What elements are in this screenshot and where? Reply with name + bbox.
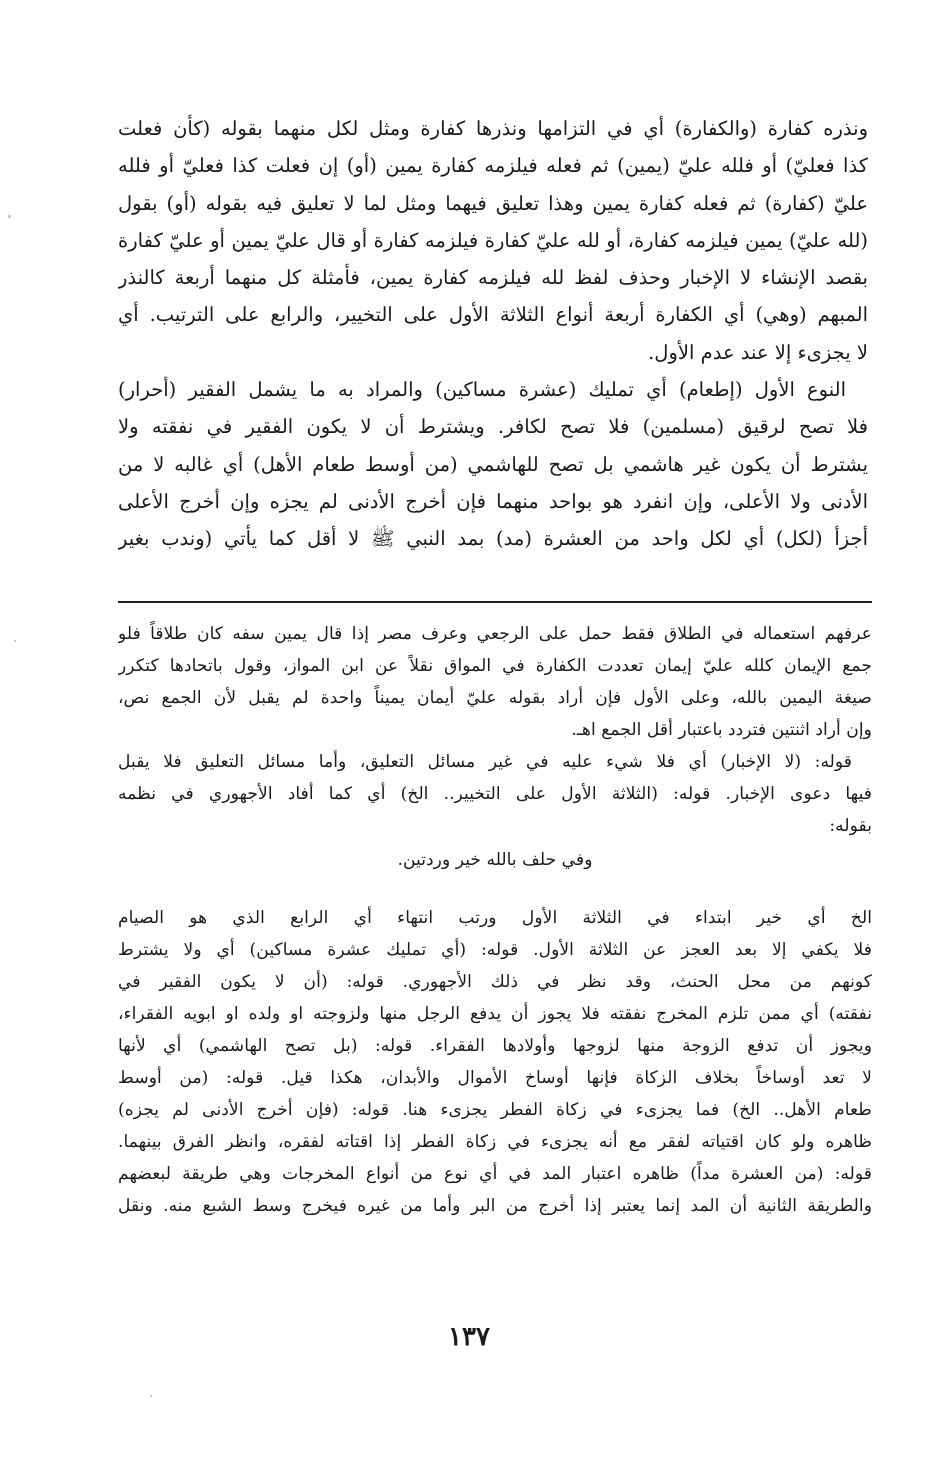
main-line: عليّ (كفارة) ثم فعله كفارة يمين وهذا تعليق فيهما ومثل لما لا تعليق فيه بقوله (أو) بقول: [118, 191, 868, 215]
main-line: المبهم (وهي) أي الكفارة أربعة أنواع الثلاثة الأول على التخيير، والرابع على الترتيب. أي: [118, 303, 868, 327]
footnote-line: والطريقة الثانية أن المد إنما يعتبر إذا أخرج من البر وأما من غيره فيخرج وسط الشبع منه. ونقل: [118, 1196, 872, 1216]
footnote-line: طعام الأهل.. الخ) فما يجزىء في زكاة الفطر يجزىء هنا. قوله: (فإن أخرج الأدنى لم يجزه): [118, 1100, 872, 1120]
main-line: يشترط أن يكون غير هاشمي بل تصح للهاشمي (من أوسط طعام الأهل) أي غالبه لا من: [118, 452, 868, 476]
footnote-line: جمع الإيمان كلله عليّ إيمان تعددت الكفارة في المواق نقلاً عن ابن المواز، وقول باتحادها كتكرر: [118, 656, 872, 676]
footnote-line: ظاهره ولو كان اقتياته لفقر مع أنه يجزىء في زكاة الفطر إذا اقتاته لفقره، وانظر الفرق بينهما.: [118, 1132, 872, 1152]
main-line: كذا فعليّ) أو فلله عليّ (يمين) ثم فعله فيلزمه كفارة يمين (أو) إن فعلت كذا فعليّ أو فلله: [118, 154, 868, 178]
main-text: [118, 110, 868, 558]
main-line: (لله عليّ) يمين فيلزمه كفارة، أو لله عليّ كفارة فيلزمه كفارة أو قال عليّ يمين أو عليّ كفارة: [118, 228, 868, 252]
footnote-line: قوله: (لا الإخبار) أي فلا شيء عليه في غير مسائل التعليق، وأما مسائل التعليق فلا يقبل: [118, 752, 852, 772]
footnote-line: بقوله:: [829, 816, 872, 836]
footnote-line: قوله: (من العشرة مداً) ظاهره اعتبار المد في أي نوع من أنواع المخرجات وهي طريقة لبعضهم: [118, 1164, 872, 1184]
footnote-line: لا تعد أوساخاً بخلاف الزكاة فإنها أوساخ الأموال والأبدان، هكذا قيل. قوله: (من أوسط: [118, 1068, 872, 1088]
main-line: أجزأ (لكل) أي لكل واحد من العشرة (مد) بمد النبي ﷺ لا أقل كما يأتي (وندب بغير: [118, 527, 868, 551]
main-line: الأدنى ولا الأعلى، وإن انفرد هو بواحد منهما فإن أخرج الأدنى لم يجزه وإن أخرج الأعلى: [118, 489, 868, 513]
scan-speck: [8, 215, 11, 218]
footnote-line: عرفهم استعماله في الطلاق فقط حمل على الرجعي وعرف مصر إذا قال يمين سفه كان طلاقاً فلو: [118, 624, 872, 644]
main-line: لا يجزىء إلا عند عدم الأول.: [648, 340, 868, 364]
scan-speck: [14, 640, 16, 642]
footnotes: [118, 618, 872, 1222]
main-line: فلا تصح لرقيق (مسلمين) فلا تصح لكافر. ويشترط أن لا يكون الفقير في نفقته ولا: [118, 415, 868, 439]
footnote-line: كونهم من محل الحنث، وقد نظر في ذلك الأجهوري. قوله: (أن لا يكون الفقير في: [118, 972, 872, 992]
footnote-line: الخ أي خير ابتداء في الثلاثة الأول ورتب انتهاء أي الرابع الذي هو الصيام: [118, 908, 872, 928]
page-number: ١٣٧: [448, 1322, 490, 1352]
main-line: بقصد الإنشاء لا الإخبار وحذف لفظ لله فيلزمه كفارة يمين، فأمثلة كل منهما أربعة كالنذر: [118, 266, 868, 290]
main-line: ونذره كفارة (والكفارة) أي في التزامها ونذرها كفارة ومثل لكل منهما بقوله (كأن فعلت: [118, 117, 868, 140]
footnote-line: نفقته) أي ممن تلزم المخرج نفقته فلا يجوز أن يدفع الرجل منها ولزوجته او ولده او ابويه الفقراء،: [118, 1004, 872, 1024]
verse-gap: [118, 878, 872, 902]
main-line: النوع الأول (إطعام) أي تمليك (عشرة مساكين) والمراد به ما يشمل الفقير (أحرار): [118, 378, 846, 402]
footnote-line: ويجوز أن تدفع الزوجة منها لزوجها وأولادها الفقراء. قوله: (بل تصح الهاشمي) أي لأنها: [118, 1036, 872, 1056]
footnote-line: وإن أراد اثنتين فتردد باعتبار أقل الجمع اهـ.: [571, 720, 872, 740]
footnote-line: صيغة اليمين بالله، وعلى الأول فإن أراد بقوله عليّ أيمان يميناً واحدة لم يقبل لأن الجمع نص،: [118, 688, 872, 708]
footnote-separator: [118, 601, 872, 603]
verse-line: وفي حلف بالله خير وردتين.: [397, 850, 593, 870]
scan-speck: [150, 1395, 152, 1397]
footnote-line: فلا يكفي إلا بعد العجز عن الثلاثة الأول. قوله: (أي تمليك عشرة مساكين) أي ولا يشترط: [118, 940, 872, 960]
footnote-line: فيها دعوى الإخبار. قوله: (الثلاثة الأول على التخيير.. الخ) أي كما أفاد الأجهوري في نظمه: [118, 784, 872, 804]
